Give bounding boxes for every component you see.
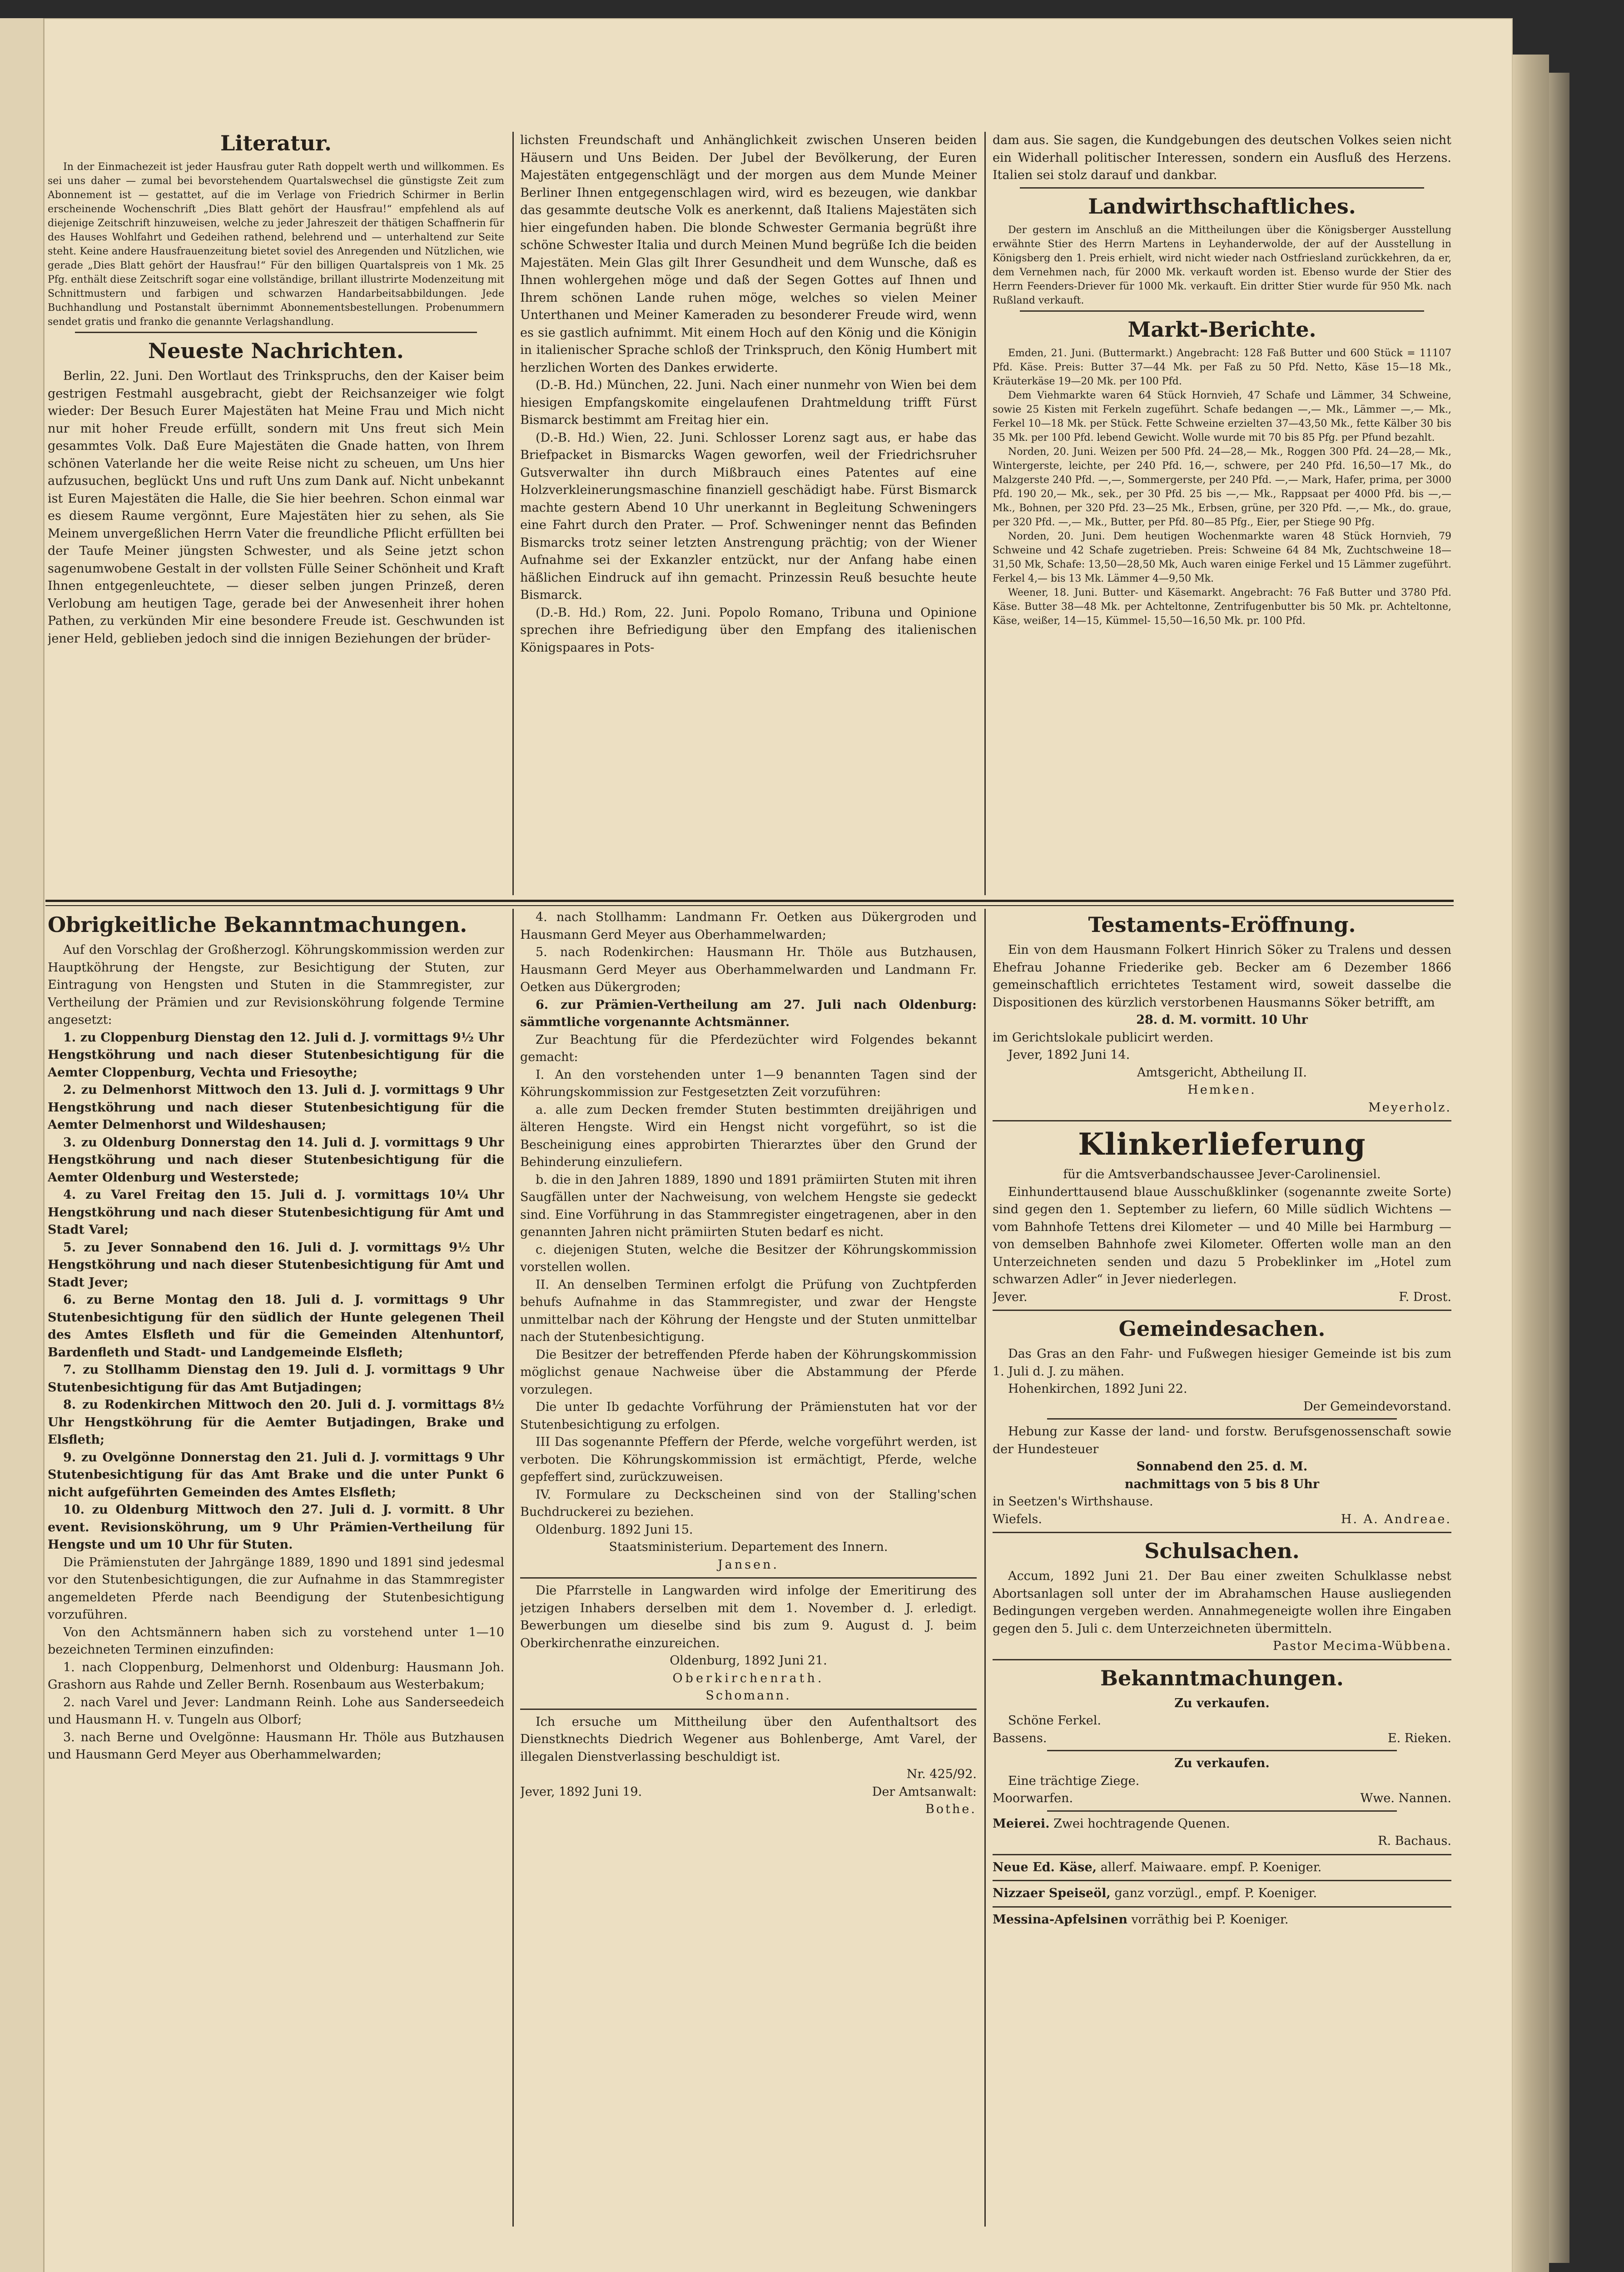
beachtung-intro: Zur Beachtung für die Pferdezüchter wird Folgendes bekannt gemacht:: [520, 1032, 977, 1064]
ersuchen-signer: Bothe.: [925, 1802, 977, 1816]
divider: [1020, 310, 1424, 312]
page-stack-edge: [1513, 55, 1549, 2272]
testament-text: Ein von dem Hausmann Folkert Hinrich Söker zu Tralens und dessen Ehefrau Johanne Friederike geb. Becker am 6 Dezember 1866 gemeinschaftlich errichtetes Testament wird, soweit dasselbe die Dispositionen des kürzlich verstorbenen Hausmanns Söker betrifft, am: [993, 943, 1451, 1010]
column-rule-bottom-2: [984, 909, 986, 2227]
divider: [1047, 1418, 1397, 1420]
beachtung-ii: II. An denselben Terminen erfolgt die Prüfung von Zuchtpferden behufs Aufnahme in das Stammregister, und zwar der Hengste unmittelbar nach der Köhrung der Hengste und der Stuten unmittelbar nach der Stutenbesichtigung.: [520, 1277, 977, 1344]
gemeinde-place: Hohenkirchen, 1892 Juni 22.: [1008, 1382, 1187, 1396]
pfarrstelle-signer: Schomann.: [705, 1689, 791, 1703]
hebung-signer: H. A. Andreae.: [1341, 1512, 1451, 1526]
markt-emden: Emden, 21. Juni. (Buttermarkt.) Angebracht: 128 Faß Butter und 600 Stück = 11107 Pfd. Käse. Preis: Butter 37—44 Mk. per Faß zu 50 Pfd. Netto, Käse 15—18 Mk., Kräuterkäse 19—20 Mk. per 100 Pfd.: [993, 347, 1451, 387]
markt-viehmarkt: Dem Viehmarkte waren 64 Stück Hornvieh, 47 Schafe und Lämmer, 34 Schweine, sowie 25 Kisten mit Ferkeln zugeführt. Schafe bedangen —,— Mk., Lämmer —,— Mk., Ferkel 10—18 Mk. per Stück. Fette Schweine erzielten 37—43,50 Mk., fette Kälber 30 bis 35 Mk. per 100 Pfd. lebend Gewicht. Wolle wurde mit 70 bis 85 Pfg. per Pfund bezahlt.: [993, 389, 1451, 443]
divider: [993, 1120, 1451, 1121]
achtsmaenner-text: Von den Achtsmännern haben sich zu vorstehend unter 1—10 bezeichneten Terminen einzufinden:: [48, 1625, 504, 1657]
termin-8: 8. zu Rodenkirchen Mittwoch den 20. Juli d. J. vormittags 8½ Uhr Hengstköhrung für die Aemter Butjadingen, Brake und Elsfleth;: [48, 1398, 504, 1447]
beachtung-vorfuehrung: Die unter Ib gedachte Vorführung der Prämienstuten hat vor der Stutenbesichtigung zu erfolgen.: [520, 1400, 977, 1432]
kaese-text: allerf. Maiwaare. empf. P. Koeniger.: [1100, 1860, 1322, 1874]
divider: [993, 1854, 1451, 1855]
ministry-name: Staatsministerium. Departement des Innern.: [609, 1540, 888, 1554]
divider: [1047, 1750, 1397, 1751]
sale2-footer: [993, 1790, 1451, 1808]
top-right-column: [993, 132, 1451, 895]
divider: [993, 1880, 1451, 1881]
beachtung-a: a. alle zum Decken fremder Stuten bestimmten dreijährigen und älteren Hengste. Wird ein Hengst nicht vorgeführt, so ist die Bescheinigung eines approbirten Thierarztes über den Grund der Behinderung einzuliefern.: [520, 1102, 977, 1169]
divider: [993, 1532, 1451, 1533]
gemeinde-signer: Der Gemeindevorstand.: [1303, 1399, 1451, 1414]
schul-heading: Schulsachen.: [1144, 1539, 1300, 1563]
testament-text-2: im Gerichtslokale publicirt werden.: [993, 1030, 1214, 1045]
kaese-label: Neue Ed. Käse,: [993, 1860, 1097, 1874]
pfarrstelle-text: Die Pfarrstelle in Langwarden wird infolge der Emeritirung des jetzigen Inhabers derselben mit dem 1. November d. J. erledigt. Bewerbungen um dieselbe sind bis zum 9. August d. J. beim Oberkirchenrathe einzureichen.: [520, 1584, 977, 1650]
divider: [993, 1310, 1451, 1311]
beachtung-iii: III Das sogenannte Pfeffern der Pferde, welche vorgeführt werden, ist verboten. Die Köhrungskommission ist ermächtigt, Pferde, welche gepfeffert sind, zurückzuweisen.: [520, 1435, 977, 1484]
hebung-place: Wiefels.: [993, 1512, 1042, 1526]
meierei-text: Zwei hochtragende Quenen.: [1053, 1816, 1230, 1831]
ministry-place: Oldenburg. 1892 Juni 15.: [536, 1522, 693, 1537]
sale2-place: Moorwarfen.: [993, 1791, 1073, 1805]
section-divider-thin: [45, 905, 1454, 906]
klinker-signer: F. Drost.: [1399, 1290, 1451, 1304]
beachtung-nachweise: Die Besitzer der betreffenden Pferde haben der Köhrungskommission möglichst genaue Nachweise über die Abstammung der Pferde vorzulegen.: [520, 1347, 977, 1397]
previous-page-edge: [0, 18, 45, 2272]
pfarrstelle-org: Oberkirchenrath.: [672, 1671, 824, 1685]
apfelsinen-ad: [993, 1911, 1451, 1929]
apfelsinen-label: Messina-Apfelsinen: [993, 1912, 1127, 1927]
termin-4: 4. zu Varel Freitag den 15. Juli d. J. vormittags 10¼ Uhr Hengstköhrung und nach dieser Stutenbesichtigung für Amt und Stadt Varel;: [48, 1188, 504, 1237]
klinker-place: Jever.: [993, 1290, 1028, 1304]
beachtung-iv: IV. Formulare zu Deckscheinen sind von der Stalling'schen Buchdruckerei zu beziehen.: [520, 1487, 977, 1519]
column-rule-top-1: [512, 132, 514, 895]
sale2-signer: Wwe. Nannen.: [1360, 1791, 1451, 1805]
pfarrstelle-place: Oldenburg, 1892 Juni 21.: [670, 1654, 827, 1668]
achtsmann-3: 3. nach Berne und Ovelgönne: Hausmann Hr. Thöle aus Butzhausen und Hausmann Gerd Meyer aus Oberhammelwarden;: [48, 1730, 504, 1762]
beachtung-c: c. diejenigen Stuten, welche die Besitzer der Köhrungskommission vorstellen wollen.: [520, 1242, 977, 1274]
markt-weener: Weener, 18. Juni. Butter- und Käsemarkt. Angebracht: 76 Faß Butter und 3780 Pfd. Käse. Butter 38—48 Mk. per Achteltonne, Zentrifugenbutter bis 50 Mk. pr. Achteltonne, Käse, weißer, 14—15, Kümmel- 15,50—16,50 Mk. pr. 100 Pfd.: [993, 587, 1451, 627]
top-left-column: [48, 127, 504, 895]
meierei-signer: R. Bachaus.: [1378, 1834, 1451, 1848]
termin-3: 3. zu Oldenburg Donnerstag den 14. Juli d. J. vormittags 9 Uhr Hengstköhrung und nach dieser Stutenbesichtigung für die Aemter Oldenburg und Westerstede;: [48, 1135, 504, 1185]
book-spine-shadow: [1549, 73, 1569, 2263]
testament-date: 28. d. M. vormitt. 10 Uhr: [1136, 1013, 1308, 1027]
literatur-heading: Literatur.: [220, 131, 332, 155]
achtsmann-2: 2. nach Varel und Jever: Landmann Reinh. Lohe aus Sanderseedeich und Hausmann H. v. Tungeln aus Olborf;: [48, 1695, 504, 1727]
speiseoel-text: ganz vorzügl., empf. P. Koeniger.: [1114, 1886, 1317, 1900]
testament-signer: Hemken.: [1187, 1083, 1256, 1097]
sale1-item: Schöne Ferkel.: [1008, 1714, 1101, 1728]
divider: [1020, 187, 1424, 189]
bekanntmachungen-heading: Bekanntmachungen.: [1100, 1665, 1344, 1690]
achtsmann-5: 5. nach Rodenkirchen: Hausmann Hr. Thöle aus Butzhausen, Hausmann Gerd Meyer aus Oberhammelwarden und Landmann Fr. Oetken aus Dükergroden;: [520, 945, 977, 994]
apfelsinen-text: vorräthig bei P. Koeniger.: [1131, 1912, 1289, 1927]
section-divider: [45, 900, 1454, 902]
sale1-signer: E. Rieken.: [1387, 1731, 1451, 1745]
termin-7: 7. zu Stollhamm Dienstag den 19. Juli d. J. vormittags 9 Uhr Stutenbesichtigung für das Amt Butjadingen;: [48, 1363, 504, 1395]
beachtung-b: b. die in den Jahren 1889, 1890 und 1891 prämiirten Stuten mit ihren Saugfällen unter der Nachweisung, von welchem Hengste sie gedeckt sind. Eine Vorführung in das Stammregister eingetragenen, aber in den genannten Jahren nicht prämiirten Stuten bedarf es nicht.: [520, 1172, 977, 1239]
schul-signer: Pastor Mecima-Wübbena.: [1273, 1639, 1451, 1653]
klinker-subheading: für die Amtsverbandschaussee Jever-Carolinensiel.: [1063, 1167, 1381, 1181]
markt-norden-2: Norden, 20. Juni. Dem heutigen Wochenmarkte waren 48 Stück Hornvieh, 79 Schweine und 42 Schafe zugetrieben. Preis: Schweine 64 84 Mk, Zuchtschweine 18—31,50 Mk, Schafe: 13,50—28,50 Mk, Auch waren einige Ferkel und 15 Lämmer zugeführt. Ferkel 4,— bis 13 Mk. Lämmer 4—9,50 Mk.: [993, 530, 1451, 584]
neueste-heading: Neueste Nachrichten.: [148, 339, 404, 363]
termin-9: 9. zu Ovelgönne Donnerstag den 21. Juli d. J. vormittags 9 Uhr Stutenbesichtigung für das Amt Brake und die unter Punkt 6 nicht aufgeführten Gemeinden des Amtes Elsfleth;: [48, 1450, 504, 1500]
klinker-text: Einhunderttausend blaue Ausschußklinker (sogenannte zweite Sorte) sind gegen den 1. September zu liefern, 60 Mille südlich Wichtens — vom Bahnhofe Tettens drei Kilometer — und 40 Mille bei Harmburg — von demselben Bahnhofe zwei Kilometer. Offerten wolle man an den Unterzeichneten senden und dazu 5 Probeklinker im „Hotel zum schwarzen Adler“ in Jever niederlegen.: [993, 1185, 1451, 1286]
meierei-label: Meierei.: [993, 1816, 1050, 1831]
testament-signer-2: Meyerholz.: [1368, 1100, 1451, 1115]
trinkspruch-continued: lichsten Freundschaft und Anhänglichkeit zwischen Unseren beiden Häusern und Uns Beiden. Der Jubel der Bevölkerung, der Euren Majestäten entgegenschlägt und der morgen aus dem Munde Meiner Berliner Ihnen entgegenschlagen wird, wird es bezeugen, wie dankbar das gesammte deutsche Volk es anerkennt, daß Italiens Majestäten sich hier eingefunden haben. Die blonde Schwester Germania begrüßt ihre schöne Schwester Italia und durch Meinen Mund begrüße Ich die beiden Majestäten. Mein Glas gilt Ihrer Gesundheit und dem Wunsche, daß es Ihnen wohlergehen möge und daß der Segen Gottes auf Ihnen und Ihrem schönen Lande ruhen möge, welches so vielen Meiner Unterthanen und Meiner Kameraden zu besonderer Freude wird, wenn es sie gastlich aufnimmt. Mit einem Hoch auf den König und die Königin in italienischer Sprache schloß der Trinkspruch, den König Humbert mit herzlichen Worten des Dankes erwiderte.: [520, 133, 977, 375]
rom-continued: dam aus. Sie sagen, die Kundgebungen des deutschen Volkes seien nicht ein Widerhall politischer Interessen, sondern ein Ausfluß des Herzens. Italien sei stolz darauf und dankbar.: [993, 133, 1451, 182]
column-rule-top-2: [984, 132, 986, 895]
klinker-footer: [993, 1289, 1451, 1306]
divider: [520, 1577, 977, 1579]
termin-2: 2. zu Delmenhorst Mittwoch den 13. Juli d. J. vormittags 9 Uhr Hengstköhrung und nach dieser Stutenbesichtigung für die Aemter Delmenhorst und Wildeshausen;: [48, 1083, 504, 1132]
bottom-middle-column: [520, 909, 977, 2217]
markt-heading: Markt-Berichte.: [1127, 317, 1316, 342]
sale2-item: Eine trächtige Ziege.: [1008, 1774, 1140, 1788]
divider: [75, 332, 477, 333]
gemeinde-text: Das Gras an den Fahr- und Fußwegen hiesiger Gemeinde ist bis zum 1. Juli d. J. zu mähen.: [993, 1347, 1451, 1379]
sale1-footer: [993, 1730, 1451, 1748]
achtsmann-4: 4. nach Stollhamm: Landmann Fr. Oetken aus Dükergroden und Hausmann Gerd Meyer aus Oberhammelwarden;: [520, 910, 977, 942]
meierei-ad: [993, 1815, 1451, 1833]
kaese-ad: [993, 1859, 1451, 1877]
muenchen-news: (D.-B. Hd.) München, 22. Juni. Nach einer nunmehr von Wien bei dem hiesigen Empfangskomite eingelaufenen Drahtmeldung trifft Fürst Bismarck bestimmt am Freitag hier ein.: [520, 378, 977, 427]
top-middle-column: [520, 132, 977, 895]
achtsmann-6: 6. zur Prämien-Vertheilung am 27. Juli nach Oldenburg: sämmtliche vorgenannte Achtsmänner.: [520, 997, 977, 1029]
divider: [993, 1659, 1451, 1660]
divider: [1047, 1810, 1397, 1812]
klinker-heading: Klinkerlieferung: [1078, 1126, 1366, 1162]
obrigkeitliche-heading: Obrigkeitliche Bekanntmachungen.: [48, 912, 467, 937]
testament-place: Jever, 1892 Juni 14.: [1008, 1048, 1130, 1062]
divider: [993, 1906, 1451, 1908]
divider: [520, 1709, 977, 1710]
achtsmann-1: 1. nach Cloppenburg, Delmenhorst und Oldenburg: Hausmann Joh. Grashorn aus Rahde und Zeller Bernh. Rosenbaum aus Westerbakum;: [48, 1660, 504, 1692]
ersuchen-text: Ich ersuche um Mittheilung über den Aufenthaltsort des Dienstknechts Diedrich Wegener aus Bohlenberge, Amt Varel, der illegalen Dienstverlassing beschuldigt ist.: [520, 1714, 977, 1764]
termin-10: 10. zu Oldenburg Mittwoch den 27. Juli d. J. vormitt. 8 Uhr event. Revisionsköhrung, um 9 Uhr Prämien-Vertheilung für Hengste und um 10 Uhr für Stuten.: [48, 1503, 504, 1552]
bottom-right-column: [993, 909, 1451, 2217]
hebung-time: nachmittags von 5 bis 8 Uhr: [1124, 1477, 1320, 1491]
ersuchen-place: Jever, 1892 Juni 19.: [520, 1784, 642, 1799]
markt-norden-1: Norden, 20. Juni. Weizen per 500 Pfd. 24—28,— Mk., Roggen 300 Pfd. 24—28,— Mk., Wintergerste, leichte, per 240 Pfd. 16,—, schwere, per 240 Pfd. 16,50—17 Mk., do Malzgerste 240 Pfd. —,—, Sommergerste, per 240 Pfd. —,— Mark, Hafer, prima, per 3000 Pfd. 190 20,— Mk., sek., per 30 Pfd. 25 bis —,— Mk., Rappsaat per 4000 Pfd. bis —,— Mk., Bohnen, per 320 Pfd. 23—25 Mk., Erbsen, grüne, per 320 Pfd. —,— Mk., do. graue, per 320 Pfd. —,— Mk., Butter, per Pfd. 80—85 Pfg., Eier, per Stiege 90 Pfg.: [993, 446, 1451, 528]
sale2-heading: Zu verkaufen.: [1174, 1756, 1270, 1770]
landwirthschaft-heading: Landwirthschaftliches.: [1088, 194, 1356, 219]
hebung-location: in Seetzen's Wirthshause.: [993, 1495, 1153, 1509]
obrigkeitliche-intro: Auf den Vorschlag der Großherzogl. Köhrungskommission werden zur Hauptköhrung der Hengste, zur Besichtigung der Stuten, zur Eintragung von Hengsten und Stuten in die Stammregister, zur Vertheilung der Prämien und zur Revisionsköhrung folgende Termine angesetzt:: [48, 943, 504, 1027]
testament-heading: Testaments-Eröffnung.: [1088, 912, 1356, 937]
hebung-footer: [993, 1511, 1451, 1529]
literatur-text: In der Einmachezeit ist jeder Hausfrau guter Rath doppelt werth und willkommen. Es sei uns daher — zumal bei bevorstehendem Quartalswechsel die günstigste Zeit zum Abonnement ist — gestattet, auf die im Verlage von Friedrich Schirmer in Berlin erscheinende Wochenschrift „Dies Blatt gehört der Hausfrau!“ empfehlend als auf diejenige Zeitschrift hinzuweisen, welche zu jeder Jahreszeit der thätigen Schaffnerin für des Hauses Wohlfahrt und Gedeihen rathend, belehrend und — unterhaltend zur Seite steht. Keine andere Hausfrauenzeitung bietet soviel des Anregenden und Nützlichen, wie gerade „Dies Blatt gehört der Hausfrau!“ Für den billigen Quartalspreis von 1 Mk. 25 Pfg. enthält diese Zeitschrift sogar eine vollständige, brillant illustrirte Modenzeitung mit Schnittmustern und farbigen und schwarzen Handarbeitsabbildungen. Jede Buchhandlung und Postanstalt übernimmt Abonnementsbestellungen. Probenummern sendet gratis und franko die genannte Verlagshandlung.: [48, 161, 504, 328]
speiseoel-ad: [993, 1885, 1451, 1903]
sale1-heading: Zu verkaufen.: [1174, 1696, 1270, 1710]
ersuchen-number: Nr. 425/92.: [906, 1767, 977, 1781]
hebung-text: Hebung zur Kasse der land- und forstw. Berufsgenossenschaft sowie der Hundesteuer: [993, 1425, 1451, 1456]
testament-org: Amtsgericht, Abtheilung II.: [1137, 1065, 1307, 1080]
wien-news: (D.-B. Hd.) Wien, 22. Juni. Schlosser Lorenz sagt aus, er habe das Briefpacket in Bismarcks Wagen geworfen, weil der Friedrichsruher Gutsverwalter ihn durch Mißbrauch eines Patentes auf eine Holzverkleinerungsmaschine finanziell geschädigt habe. Fürst Bismarck machte gestern Abend 10 Uhr unerkannt in Begleitung Schweningers eine Fahrt durch den Prater. — Prof. Schweninger nennt das Befinden Bismarcks trotz seiner letzten Anstrengung prächtig; von der Wiener Aufnahme sei der Exkanzler entzückt, nur der Anfang habe einen häßlichen Eindruck auf ihn gemacht. Prinzessin Reuß besuchte heute Bismarck.: [520, 430, 977, 602]
termin-5: 5. zu Jever Sonnabend den 16. Juli d. J. vormittags 9½ Uhr Hengstköhrung und nach dieser Stutenbesichtigung für Amt und Stadt Jever;: [48, 1240, 504, 1290]
speiseoel-label: Nizzaer Speiseöl,: [993, 1886, 1111, 1900]
gemeinde-heading: Gemeindesachen.: [1118, 1316, 1326, 1341]
termin-1: 1. zu Cloppenburg Dienstag den 12. Juli d. J. vormittags 9½ Uhr Hengstköhrung und nach dieser Stutenbesichtigung für die Aemter Cloppenburg, Vechta und Friesoythe;: [48, 1030, 504, 1080]
rom-news: (D.-B. Hd.) Rom, 22. Juni. Popolo Romano, Tribuna und Opinione sprechen ihre Befriedigung über den Empfang des italienischen Königspaares in Pots-: [520, 605, 977, 655]
neueste-text: Berlin, 22. Juni. Den Wortlaut des Trinkspruchs, den der Kaiser beim gestrigen Festmahl ausgebracht, giebt der Reichsanzeiger wie folgt wieder: Der Besuch Eurer Majestäten hat Meine Frau und Mich nicht nur mit hoher Freude erfüllt, sondern mit Uns freut sich Mein gesammtes Volk. Daß Eure Majestäten die Gnade hatten, von Ihrem schönen Vaterlande her die weite Reise nicht zu scheuen, um Uns hier aufzusuchen, beglückt Uns und ruft Uns zum Dank auf. Nicht unbekannt ist Euren Majestäten die Halle, die Sie hier beehren. Schon einmal war es diesem Raume vergönnt, Eure Majestäten hier zu sehen, als Sie Meinem unvergeßlichen Herrn Vater die freundliche Pflicht erfüllten bei der Taufe Meiner jüngsten Schwester, und als Seine jetzt schon sagenumwobene Gestalt in der vollsten Fülle Seiner Schönheit und Kraft Ihnen entgegenleuchtete, — dieser selben jungen Prinzeß, deren Verlobung am heutigen Tage, gerade bei der Anwesenheit ihrer hohen Pathen, zu verkünden Mir eine besondere Freude ist. Geschwunden ist jener Held, geblieben jedoch sind die innigen Beziehungen der brüder-: [48, 369, 504, 646]
sale1-place: Bassens.: [993, 1731, 1047, 1745]
praemienstuten-text: Die Prämienstuten der Jahrgänge 1889, 1890 und 1891 sind jedesmal vor den Stutenbesichtigungen, die zur Aufnahme in das Stammregister angemeldeten Pferde nach Beendigung der Stutenbesichtigung vorzuführen.: [48, 1555, 504, 1622]
hebung-date: Sonnabend den 25. d. M.: [1136, 1460, 1308, 1474]
bottom-left-column: [48, 909, 504, 2217]
schul-text: Accum, 1892 Juni 21. Der Bau einer zweiten Schulklasse nebst Abortsanlagen soll unter der im Abrahamschen Hause ausliegenden Bedingungen vergeben werden. Annahmegeneigte wollen ihre Eingaben gegen den 5. Juli c. dem Unterzeichneten übermitteln.: [993, 1569, 1451, 1636]
ersuchen-role: Der Amtsanwalt:: [872, 1784, 977, 1799]
beachtung-i: I. An den vorstehenden unter 1—9 benannten Tagen sind der Köhrungskommission zur Festgesetzten Zeit vorzuführen:: [520, 1067, 977, 1099]
column-rule-bottom-1: [512, 909, 514, 2227]
landwirthschaft-text: Der gestern im Anschluß an die Mittheilungen über die Königsberger Ausstellung erwähnte Stier des Herrn Martens in Leyhanderwolde, der auf der Ausstellung in Königsberg den 1. Preis erhielt, wird nicht wieder nach Ostfriesland zurückkehren, da er, dem Vernehmen nach, für 2000 Mk. verkauft worden ist. Ebenso wurde der Stier des Herrn Feenders-Driever für 1000 Mk. verkauft. Ein dritter Stier wurde für 950 Mk. nach Rußland verkauft.: [993, 224, 1451, 306]
ministry-signer: Jansen.: [717, 1557, 780, 1572]
ersuchen-footer: [520, 1784, 977, 1801]
termin-6: 6. zu Berne Montag den 18. Juli d. J. vormittags 9 Uhr Stutenbesichtigung für den südlich der Hunte gelegenen Theil des Amtes Elsfleth und für die Gemeinden Altenhuntorf, Bardenfleth und Stadt- und Landgemeinde Elsfleth;: [48, 1293, 504, 1360]
